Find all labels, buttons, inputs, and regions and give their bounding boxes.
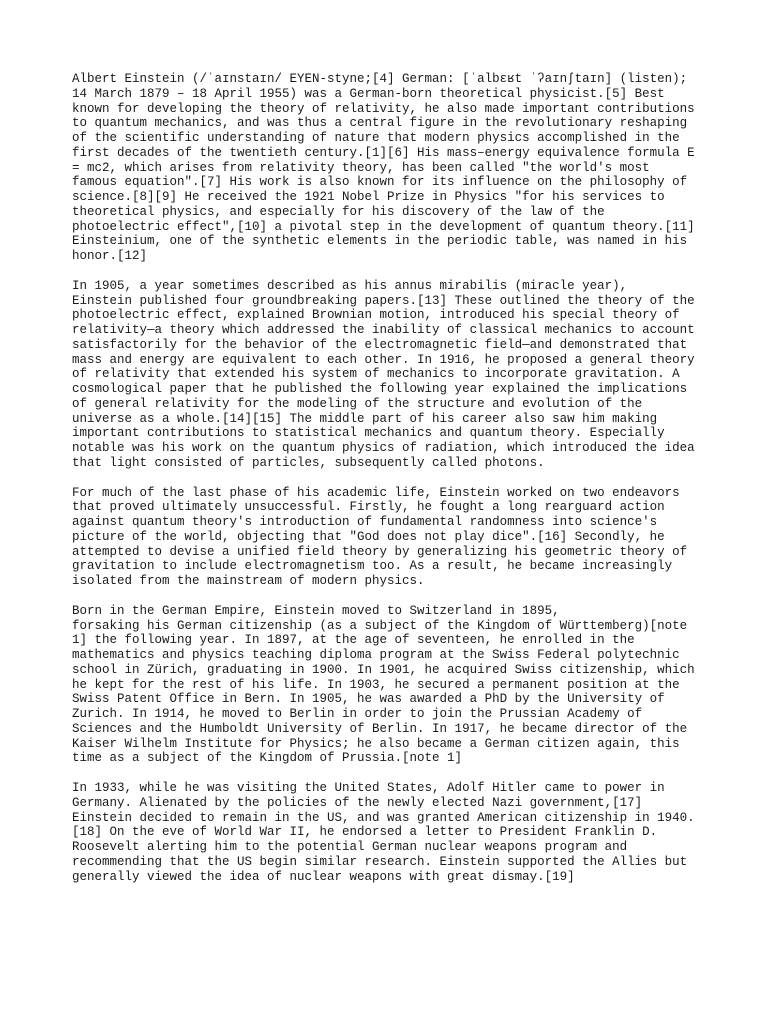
text-line: photoelectric effect, explained Brownian motion, introduced his special theory of	[72, 308, 680, 323]
text-line: Zurich. In 1914, he moved to Berlin in order to join the Prussian Academy of	[72, 707, 643, 721]
text-line: forsaking his German citizenship (as a subject of the Kingdom of Württemberg)[note	[72, 618, 688, 633]
text-line: science.[8][9] He received the 1921 Nobel Prize in Physics "for his services to	[72, 190, 665, 204]
paragraph-early-career	[72, 604, 712, 766]
text-line: famous equation".[7] His work is also known for its influence on the philosophy of	[72, 175, 688, 190]
text-line: against quantum theory's introduction of fundamental randomness into science's	[72, 515, 658, 529]
text-line: Einsteinium, one of the synthetic elements in the periodic table, was named in his	[72, 234, 688, 249]
text-line: known for developing the theory of relativity, he also made important contributions	[72, 101, 695, 116]
paragraph-annus-mirabilis	[72, 279, 712, 471]
text-line: notable was his work on the quantum physics of radiation, which introduced the idea	[72, 441, 695, 455]
paragraph-emigration	[72, 781, 712, 884]
text-line: Born in the German Empire, Einstein moved to Switzerland in 1895,	[72, 603, 560, 618]
paragraph-intro	[72, 72, 712, 264]
text-line: photoelectric effect",[10] a pivotal step in the development of quantum theory.[11]	[72, 219, 695, 234]
text-line: isolated from the mainstream of modern physics.	[72, 574, 425, 588]
text-line: to quantum mechanics, and was thus a central figure in the revolutionary reshaping	[72, 116, 688, 131]
text-line: time as a subject of the Kingdom of Prussia.[note 1]	[72, 751, 463, 766]
text-line: gravitation to include electromagnetism too. As a result, he became increasingly	[72, 559, 673, 574]
text-line: cosmological paper that he published the following year explained the implications	[72, 382, 688, 396]
text-line: = mc2, which arises from relativity theory, has been called "the world's most	[72, 160, 650, 175]
text-line: recommending that the US begin similar research. Einstein supported the Allies but	[72, 854, 688, 869]
text-line: honor.[12]	[72, 249, 148, 263]
text-line: of the scientific understanding of nature that modern physics accomplished in the	[72, 131, 680, 145]
text-line: Einstein decided to remain in the US, and was granted American citizenship in 1940.	[72, 810, 695, 825]
text-line: In 1905, a year sometimes described as his annus mirabilis (miracle year),	[72, 278, 628, 293]
text-line: first decades of the twentieth century.[1][6] His mass–energy equivalence formula E	[72, 145, 695, 160]
text-line: picture of the world, objecting that "God does not play dice".[16] Secondly, he	[72, 529, 665, 544]
text-line: For much of the last phase of his academic life, Einstein worked on two endeavors	[72, 485, 680, 500]
text-line: theoretical physics, and especially for his discovery of the law of the	[72, 204, 605, 219]
text-line: Germany. Alienated by the policies of the newly elected Nazi government,[17]	[72, 795, 643, 810]
text-line: Einstein published four groundbreaking papers.[13] These outlined the theory of the	[72, 293, 695, 308]
text-line: Albert Einstein (/ˈaɪnstaɪn/ EYEN-styne;[4] German: [ˈalbɛʁt ˈʔaɪnʃtaɪn] (listen);	[72, 72, 688, 86]
text-line: generally viewed the idea of nuclear weapons with great dismay.[19]	[72, 869, 575, 884]
text-line: [18] On the eve of World War II, he endorsed a letter to President Franklin D.	[72, 825, 658, 840]
text-line: mass and energy are equivalent to each other. In 1916, he proposed a general theory	[72, 352, 695, 367]
text-line: school in Zürich, graduating in 1900. In 1901, he acquired Swiss citizenship, which	[72, 662, 695, 677]
text-line: he kept for the rest of his life. In 1903, he secured a permanent position at the	[72, 677, 680, 692]
text-line: that proved ultimately unsuccessful. Firstly, he fought a long rearguard action	[72, 500, 665, 515]
text-line: satisfactorily for the behavior of the electromagnetic field—and demonstrated that	[72, 337, 688, 352]
paragraph-later-life	[72, 486, 712, 589]
text-line: Sciences and the Humboldt University of Berlin. In 1917, he became director of the	[72, 721, 688, 736]
text-line: In 1933, while he was visiting the United States, Adolf Hitler came to power in	[72, 781, 665, 795]
text-line: of general relativity for the modeling of the structure and evolution of the	[72, 396, 643, 411]
text-line: Roosevelt alerting him to the potential German nuclear weapons program and	[72, 840, 628, 854]
text-line: Swiss Patent Office in Bern. In 1905, he was awarded a PhD by the University of	[72, 692, 665, 707]
text-line: 1] the following year. In 1897, at the age of seventeen, he enrolled in the	[72, 633, 635, 648]
text-line: Kaiser Wilhelm Institute for Physics; he also became a German citizen again, this	[72, 736, 680, 751]
text-line: 14 March 1879 – 18 April 1955) was a German-born theoretical physicist.[5] Best	[72, 86, 665, 101]
text-line: mathematics and physics teaching diploma program at the Swiss Federal polytechnic	[72, 648, 680, 662]
text-line: attempted to devise a unified field theory by generalizing his geometric theory of	[72, 544, 688, 559]
text-line: important contributions to statistical mechanics and quantum theory. Especially	[72, 426, 665, 441]
text-line: that light consisted of particles, subsequently called photons.	[72, 455, 545, 470]
text-line: universe as a whole.[14][15] The middle part of his career also saw him making	[72, 411, 658, 426]
text-line: relativity—a theory which addressed the inability of classical mechanics to account	[72, 323, 695, 337]
document-page	[72, 72, 712, 899]
text-line: of relativity that extended his system of mechanics to incorporate gravitation. A	[72, 367, 680, 382]
